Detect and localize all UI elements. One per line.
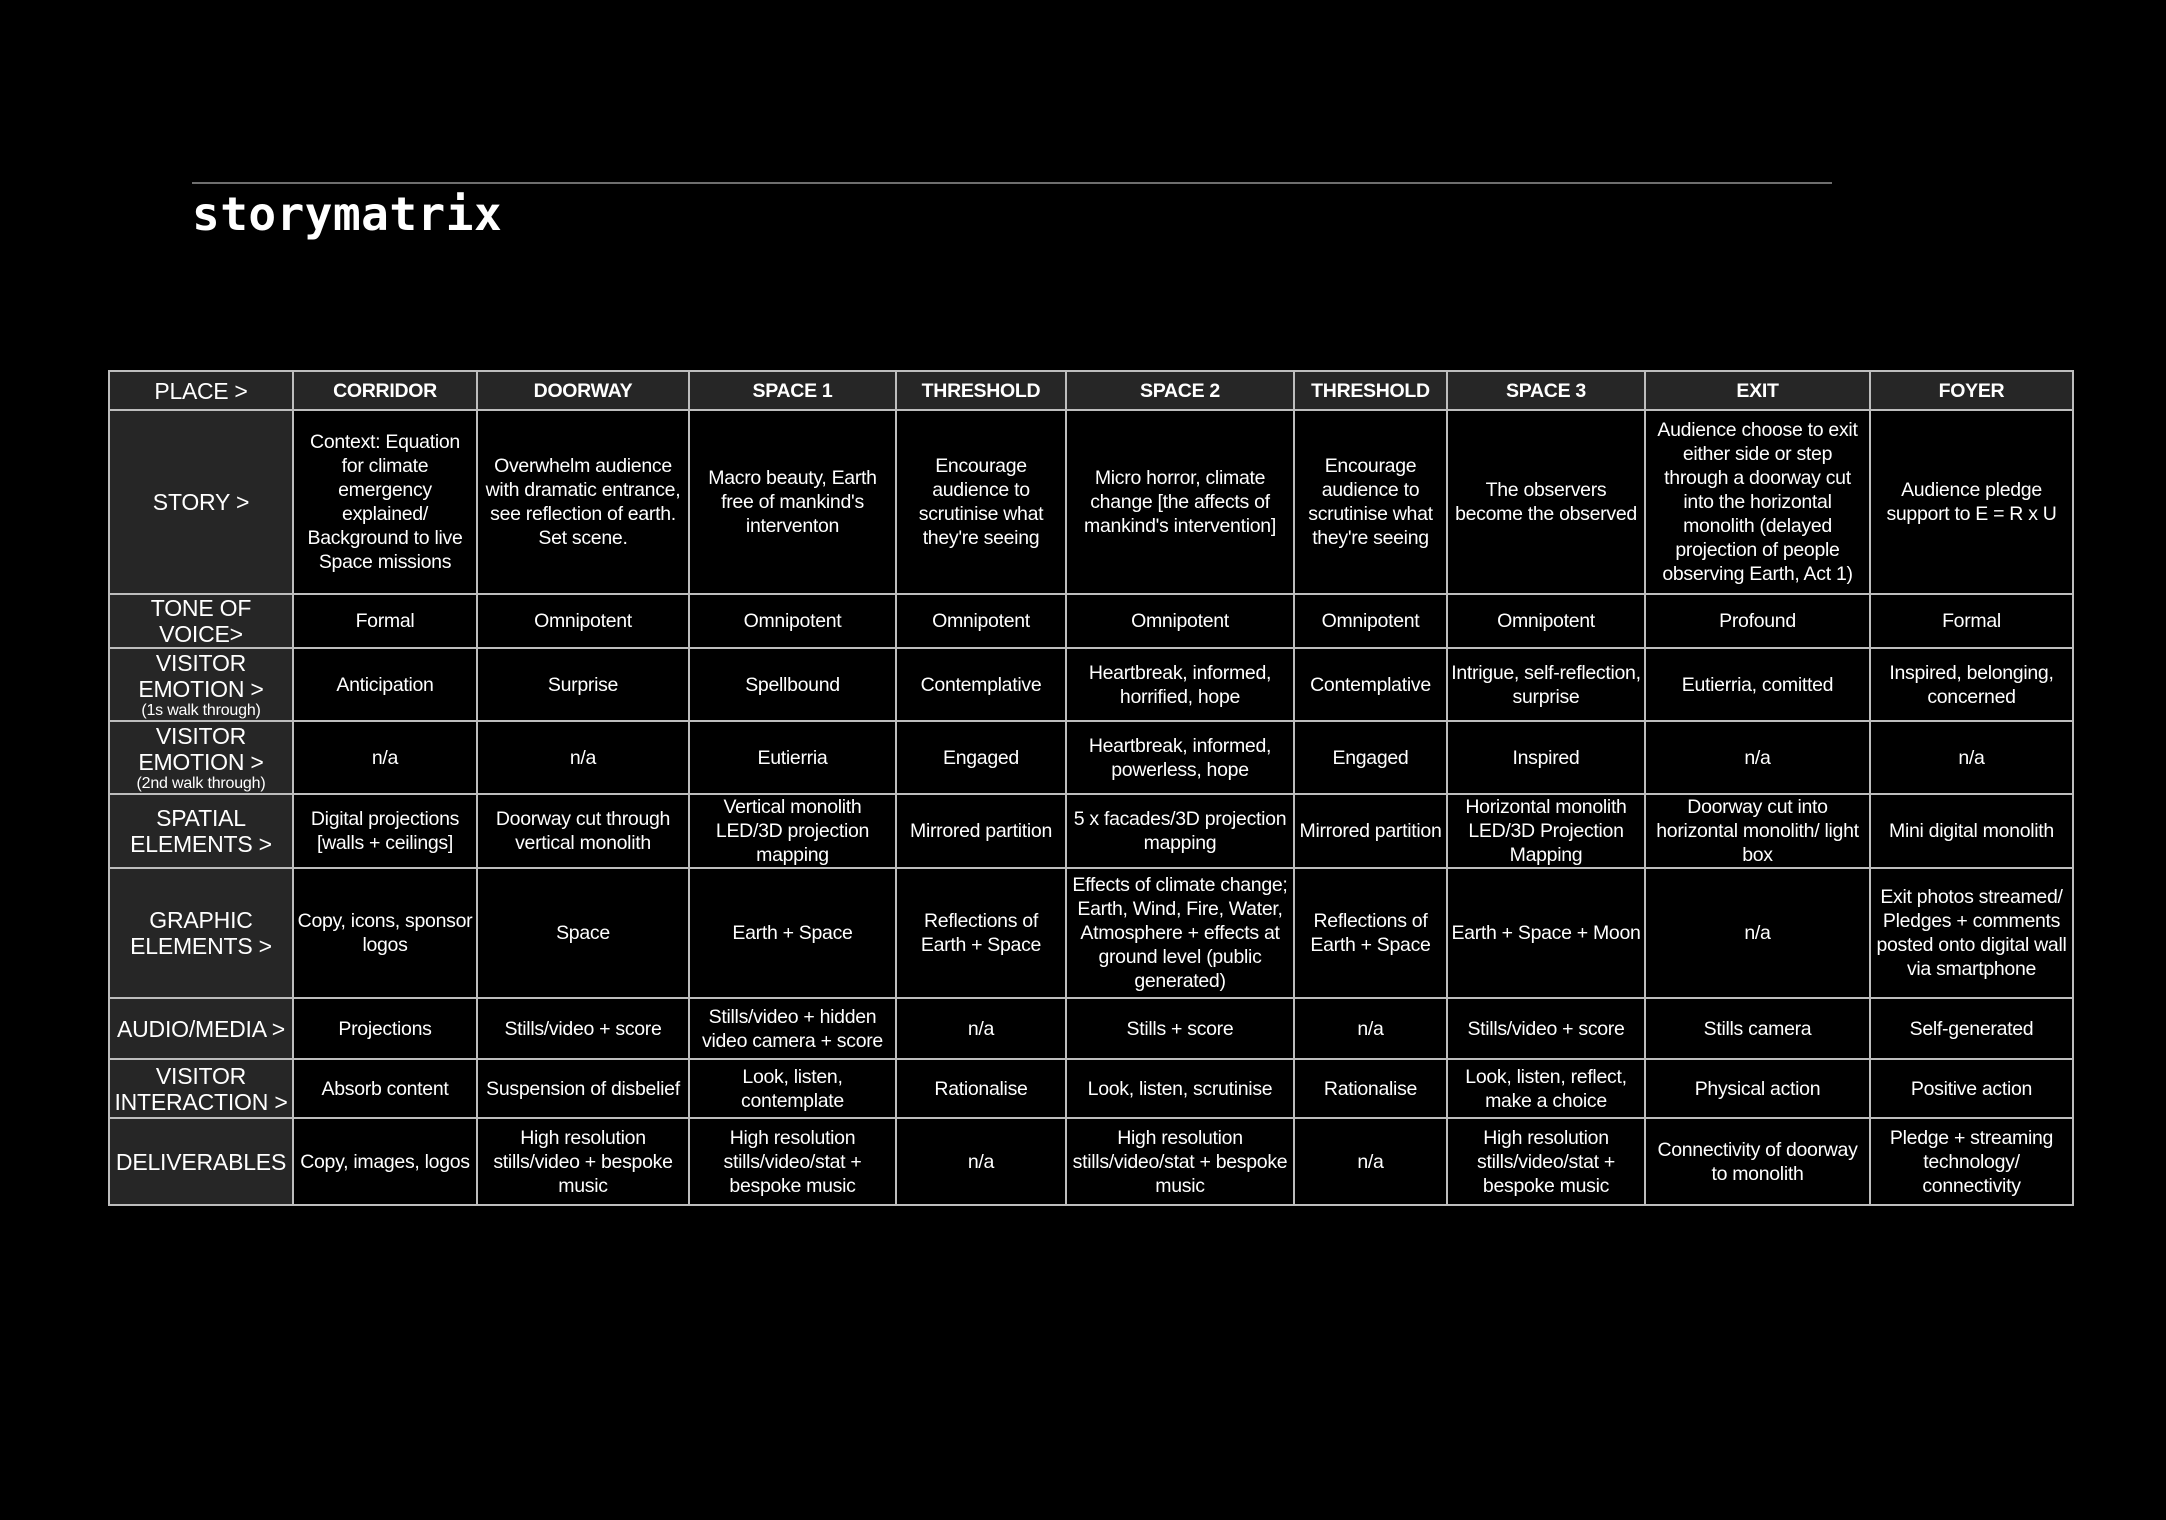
- matrix-cell: Anticipation: [293, 648, 477, 721]
- matrix-cell: Rationalise: [1294, 1059, 1447, 1118]
- matrix-cell: Omnipotent: [1066, 594, 1294, 648]
- matrix-cell: The observers become the observed: [1447, 410, 1645, 594]
- matrix-cell: Omnipotent: [477, 594, 689, 648]
- matrix-cell: n/a: [1645, 868, 1870, 998]
- matrix-cell: Earth + Space: [689, 868, 896, 998]
- matrix-cell: Context: Equation for climate emergency explained/ Background to live Space missions: [293, 410, 477, 594]
- matrix-row: [109, 998, 2073, 1059]
- column-header: DOORWAY: [477, 371, 689, 410]
- matrix-cell: Omnipotent: [896, 594, 1066, 648]
- row-header-label: VISITOR EMOTION >: [138, 722, 264, 775]
- matrix-cell: Mirrored partition: [1294, 794, 1447, 868]
- matrix-row: [109, 410, 2073, 594]
- row-header: [109, 794, 293, 868]
- matrix-cell: n/a: [1645, 721, 1870, 794]
- row-header-label: TONE OF VOICE>: [150, 595, 252, 647]
- matrix-cell: n/a: [1294, 1118, 1447, 1205]
- corner-header-cell: PLACE >: [109, 371, 293, 410]
- matrix-cell: Audience choose to exit either side or step through a doorway cut into the horizontal monolith (delayed projection of people observing Earth, Act 1): [1645, 410, 1870, 594]
- matrix-cell: Contemplative: [1294, 648, 1447, 721]
- matrix-cell: High resolution stills/video + bespoke music: [477, 1118, 689, 1205]
- matrix-cell: Stills camera: [1645, 998, 1870, 1059]
- matrix-cell: High resolution stills/video/stat + bespoke music: [689, 1118, 896, 1205]
- matrix-cell: Vertical monolith LED/3D projection mapping: [689, 794, 896, 868]
- matrix-cell: Omnipotent: [1294, 594, 1447, 648]
- matrix-cell: Eutierria: [689, 721, 896, 794]
- matrix-cell: n/a: [896, 1118, 1066, 1205]
- matrix-row: [109, 868, 2073, 998]
- matrix-cell: Space: [477, 868, 689, 998]
- matrix-cell: Mirrored partition: [896, 794, 1066, 868]
- matrix-cell: Macro beauty, Earth free of mankind's interventon: [689, 410, 896, 594]
- row-header-label: SPATIAL ELEMENTS >: [130, 805, 272, 857]
- matrix-cell: Positive action: [1870, 1059, 2073, 1118]
- matrix-cell: n/a: [896, 998, 1066, 1059]
- matrix-cell: Earth + Space + Moon: [1447, 868, 1645, 998]
- matrix-cell: Heartbreak, informed, horrified, hope: [1066, 648, 1294, 721]
- matrix-cell: Projections: [293, 998, 477, 1059]
- matrix-cell: Exit photos streamed/ Pledges + comments posted onto digital wall via smartphone: [1870, 868, 2073, 998]
- column-header: THRESHOLD: [1294, 371, 1447, 410]
- matrix-cell: Look, listen, reflect, make a choice: [1447, 1059, 1645, 1118]
- matrix-row: [109, 721, 2073, 794]
- matrix-cell: Engaged: [896, 721, 1066, 794]
- matrix-cell: Reflections of Earth + Space: [896, 868, 1066, 998]
- column-header: SPACE 2: [1066, 371, 1294, 410]
- column-header: SPACE 3: [1447, 371, 1645, 410]
- header-row: [109, 371, 2073, 410]
- matrix-cell: n/a: [1870, 721, 2073, 794]
- matrix-row: [109, 648, 2073, 721]
- matrix-cell: Stills/video + hidden video camera + score: [689, 998, 896, 1059]
- row-header-label: DELIVERABLES: [115, 1148, 287, 1175]
- row-header: [109, 594, 293, 648]
- column-header: CORRIDOR: [293, 371, 477, 410]
- matrix-cell: Connectivity of doorway to monolith: [1645, 1118, 1870, 1205]
- matrix-cell: Stills + score: [1066, 998, 1294, 1059]
- matrix-cell: 5 x facades/3D projection mapping: [1066, 794, 1294, 868]
- column-header: FOYER: [1870, 371, 2073, 410]
- row-header: [109, 1118, 293, 1205]
- row-header-sublabel: (2nd walk through): [136, 774, 266, 792]
- matrix-cell: Profound: [1645, 594, 1870, 648]
- matrix-cell: High resolution stills/video/stat + bespoke music: [1447, 1118, 1645, 1205]
- row-header-sublabel: (1s walk through): [141, 701, 261, 719]
- row-header-label: VISITOR EMOTION >: [138, 649, 264, 702]
- matrix-cell: Micro horror, climate change [the affects of mankind's intervention]: [1066, 410, 1294, 594]
- story-matrix-table: [108, 370, 2074, 1206]
- matrix-cell: Heartbreak, informed, powerless, hope: [1066, 721, 1294, 794]
- matrix-cell: Spellbound: [689, 648, 896, 721]
- matrix-cell: Self-generated: [1870, 998, 2073, 1059]
- row-header: [109, 648, 293, 721]
- matrix-cell: Eutierria, comitted: [1645, 648, 1870, 721]
- matrix-cell: Contemplative: [896, 648, 1066, 721]
- matrix-cell: Formal: [293, 594, 477, 648]
- matrix-cell: Audience pledge support to E = R x U: [1870, 410, 2073, 594]
- matrix-cell: Copy, icons, sponsor logos: [293, 868, 477, 998]
- matrix-cell: Physical action: [1645, 1059, 1870, 1118]
- matrix-cell: Reflections of Earth + Space: [1294, 868, 1447, 998]
- matrix-cell: Pledge + streaming technology/ connectivity: [1870, 1118, 2073, 1205]
- matrix-cell: Inspired: [1447, 721, 1645, 794]
- row-header: [109, 721, 293, 794]
- matrix-cell: Doorway cut through vertical monolith: [477, 794, 689, 868]
- matrix-cell: Surprise: [477, 648, 689, 721]
- column-header: SPACE 1: [689, 371, 896, 410]
- matrix-cell: Look, listen, contemplate: [689, 1059, 896, 1118]
- row-header: [109, 998, 293, 1059]
- matrix-cell: Mini digital monolith: [1870, 794, 2073, 868]
- matrix-row: [109, 1118, 2073, 1205]
- row-header-label: VISITOR INTERACTION >: [114, 1062, 288, 1115]
- matrix-cell: Doorway cut into horizontal monolith/ light box: [1645, 794, 1870, 868]
- matrix-cell: Rationalise: [896, 1059, 1066, 1118]
- matrix-cell: Look, listen, scrutinise: [1066, 1059, 1294, 1118]
- matrix-cell: Encourage audience to scrutinise what they're seeing: [896, 410, 1066, 594]
- matrix-row: [109, 794, 2073, 868]
- row-header: [109, 410, 293, 594]
- column-header: EXIT: [1645, 371, 1870, 410]
- row-header-label: GRAPHIC ELEMENTS >: [130, 907, 272, 959]
- matrix-cell: Stills/video + score: [477, 998, 689, 1059]
- matrix-cell: Formal: [1870, 594, 2073, 648]
- matrix-cell: Suspension of disbelief: [477, 1059, 689, 1118]
- matrix-cell: High resolution stills/video/stat + bespoke music: [1066, 1118, 1294, 1205]
- title-divider: [192, 182, 1832, 184]
- matrix-cell: Omnipotent: [689, 594, 896, 648]
- matrix-cell: n/a: [477, 721, 689, 794]
- row-header: [109, 868, 293, 998]
- column-header: THRESHOLD: [896, 371, 1066, 410]
- row-header-label: STORY >: [152, 489, 250, 515]
- row-header-label: AUDIO/MEDIA >: [116, 1015, 286, 1042]
- matrix-cell: n/a: [293, 721, 477, 794]
- matrix-cell: Horizontal monolith LED/3D Projection Mapping: [1447, 794, 1645, 868]
- matrix-row: [109, 1059, 2073, 1118]
- matrix-row: [109, 594, 2073, 648]
- matrix-cell: Engaged: [1294, 721, 1447, 794]
- matrix-cell: Omnipotent: [1447, 594, 1645, 648]
- matrix-cell: Digital projections [walls + ceilings]: [293, 794, 477, 868]
- matrix-cell: Absorb content: [293, 1059, 477, 1118]
- matrix-cell: Inspired, belonging, concerned: [1870, 648, 2073, 721]
- matrix-cell: Copy, images, logos: [293, 1118, 477, 1205]
- matrix-cell: n/a: [1294, 998, 1447, 1059]
- page-title: storymatrix: [192, 187, 503, 241]
- matrix-cell: Effects of climate change; Earth, Wind, Fire, Water, Atmosphere + effects at ground level (public generated): [1066, 868, 1294, 998]
- matrix-cell: Overwhelm audience with dramatic entrance, see reflection of earth. Set scene.: [477, 410, 689, 594]
- matrix-cell: Encourage audience to scrutinise what they're seeing: [1294, 410, 1447, 594]
- matrix-cell: Intrigue, self-reflection, surprise: [1447, 648, 1645, 721]
- matrix-cell: Stills/video + score: [1447, 998, 1645, 1059]
- row-header: [109, 1059, 293, 1118]
